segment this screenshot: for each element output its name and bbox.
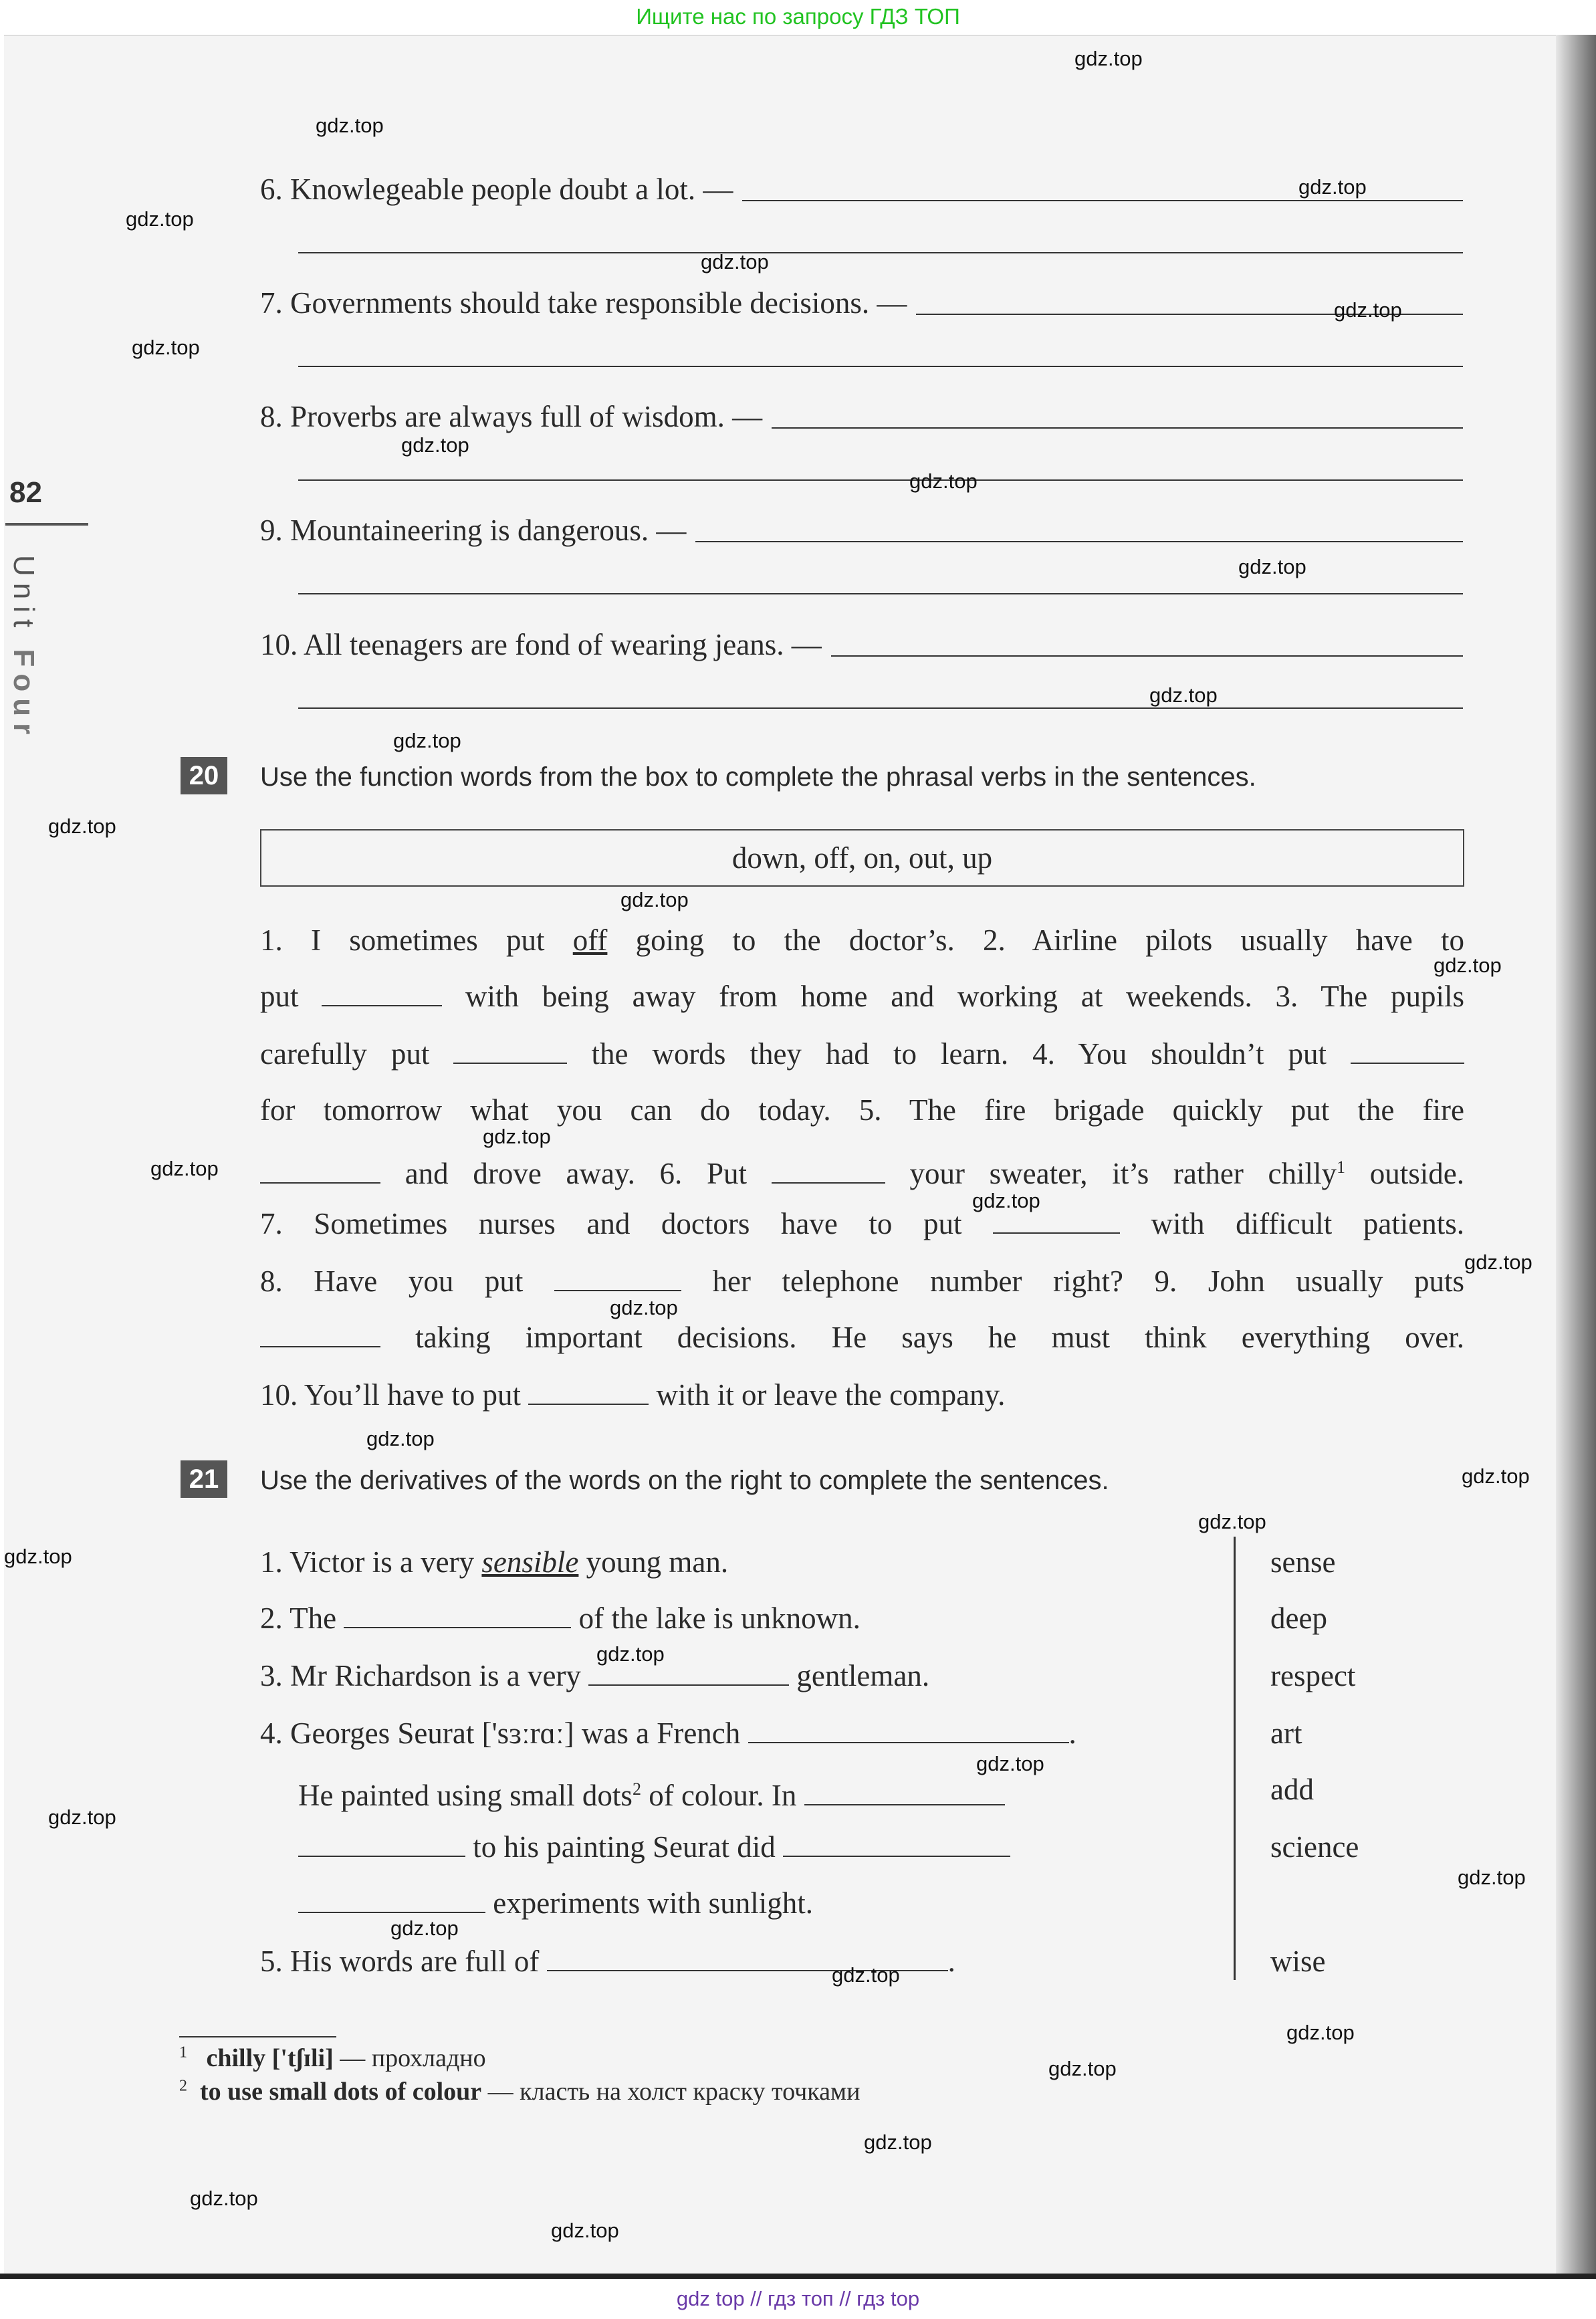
sentence-text: carefully put <box>260 1037 454 1071</box>
ex21-line <box>298 1769 1005 1815</box>
answer-line[interactable] <box>298 707 1463 709</box>
footer-links[interactable]: gdz top // гдз топ // гдз top <box>676 2287 920 2310</box>
watermark: gdz.top <box>1198 1510 1266 1533</box>
ex20-line <box>260 1147 1464 1194</box>
exercise-21-badge: 21 <box>181 1460 227 1498</box>
sentence-text: young man. <box>578 1545 729 1579</box>
watermark: gdz.top <box>864 2130 932 2154</box>
watermark: gdz.top <box>1462 1464 1530 1488</box>
statement-6: 6. Knowlegeable people doubt a lot. — <box>260 173 733 206</box>
sentence-text: 2. The <box>260 1602 344 1635</box>
watermark: gdz.top <box>972 1189 1040 1212</box>
ex21-line <box>260 1542 728 1582</box>
answer-blank[interactable] <box>344 1599 571 1628</box>
base-word: science <box>1270 1830 1359 1864</box>
footnote-marker: 1 <box>179 2044 187 2062</box>
watermark: gdz.top <box>1298 175 1367 199</box>
sentence-text: 1. Victor is a very <box>260 1545 482 1579</box>
ex21-line <box>260 1598 861 1638</box>
answer-blank[interactable] <box>748 1714 1069 1743</box>
sentence-text: 10. You’ll have to put <box>260 1378 529 1412</box>
answer-blank[interactable] <box>772 1154 885 1184</box>
base-word: add <box>1270 1773 1314 1806</box>
statement-8: 8. Proverbs are always full of wisdom. — <box>260 400 763 433</box>
sentence-text: taking important decisions. He says he must think everything over. <box>380 1321 1464 1354</box>
watermark: gdz.top <box>596 1642 665 1666</box>
footnote-ref: 2 <box>632 1779 641 1799</box>
watermark: gdz.top <box>393 729 461 752</box>
sentence-text: with difficult patients. <box>1120 1207 1464 1240</box>
answer-blank[interactable] <box>554 1262 681 1291</box>
answer-blank[interactable] <box>528 1375 649 1405</box>
watermark: gdz.top <box>909 469 978 493</box>
answer-line[interactable] <box>298 593 1463 594</box>
watermark: gdz.top <box>483 1125 551 1148</box>
footnote-translation: — прохладно <box>333 2044 486 2072</box>
base-word: sense <box>1270 1545 1336 1579</box>
watermark: gdz.top <box>316 114 384 137</box>
unit-name: Four <box>7 649 40 742</box>
statement-9: 9. Mountaineering is dangerous. — <box>260 514 687 547</box>
watermark: gdz.top <box>48 1805 116 1829</box>
page-number: 82 <box>9 476 42 509</box>
exercise-20-instruction: Use the function words from the box to complete the phrasal verbs in the sentences. <box>260 762 1256 792</box>
watermark: gdz.top <box>1074 47 1143 70</box>
watermark: gdz.top <box>48 814 116 838</box>
ex20-line <box>260 920 1464 960</box>
ex20-line <box>260 1375 1464 1415</box>
sentence-text: with being away from home and working at weekends. 3. The pupils <box>442 980 1464 1013</box>
sentence-text: experiments with sunlight. <box>485 1886 813 1920</box>
ex20-line <box>260 1317 1464 1357</box>
sentence-text: outside. <box>1345 1157 1464 1190</box>
sentence-text: of colour. In <box>641 1779 804 1812</box>
answer-blank[interactable] <box>1351 1034 1464 1064</box>
answer-blank[interactable] <box>804 1776 1005 1805</box>
base-word: deep <box>1270 1602 1327 1635</box>
word-column-divider <box>1234 1537 1236 1980</box>
word-box: down, off, on, out, up <box>260 829 1464 887</box>
watermark: gdz.top <box>701 250 769 273</box>
ex21-line <box>298 1827 1010 1867</box>
watermark: gdz.top <box>150 1157 219 1180</box>
sentence-text: to his painting Seurat did <box>465 1830 783 1864</box>
answer-blank[interactable] <box>298 1884 485 1913</box>
answer-line[interactable] <box>298 366 1463 367</box>
watermark: gdz.top <box>401 433 469 457</box>
footnote-marker: 2 <box>179 2077 187 2095</box>
sentence-text: . <box>947 1945 955 1978</box>
ex20-line <box>260 1204 1464 1244</box>
answer-line[interactable] <box>831 655 1463 657</box>
watermark: gdz.top <box>1048 2057 1117 2080</box>
sentence-text: of the lake is unknown. <box>571 1602 861 1635</box>
ex20-line <box>260 1090 1464 1130</box>
sentence-text: your sweater, it’s rather chilly <box>885 1157 1337 1190</box>
sentence-text: put <box>260 980 322 1013</box>
answer-line[interactable] <box>772 427 1463 429</box>
example-answer: sensible <box>481 1545 579 1579</box>
statement-10: 10. All teenagers are fond of wearing jeans. — <box>260 628 822 661</box>
sentence-text: 1. I sometimes put <box>260 923 573 957</box>
answer-line[interactable] <box>298 252 1463 253</box>
watermark: gdz.top <box>390 1916 459 1940</box>
sentence-text: going to the doctor’s. 2. Airline pilots usually have to <box>607 923 1464 957</box>
sentence-text: the words they had to learn. 4. You shouldn’t put <box>567 1037 1351 1071</box>
answer-blank[interactable] <box>298 1828 465 1857</box>
footnote-term: chilly ['tʃɪli] <box>206 2044 334 2072</box>
watermark: gdz.top <box>190 2187 258 2210</box>
sentence-text: 5. His words are full of <box>260 1945 547 1978</box>
example-answer: off <box>572 923 608 957</box>
watermark: gdz.top <box>620 888 689 911</box>
watermark: gdz.top <box>1464 1250 1532 1274</box>
watermark: gdz.top <box>1334 298 1402 322</box>
watermark: gdz.top <box>1434 954 1502 977</box>
page-number-divider <box>5 523 88 526</box>
watermark: gdz.top <box>1238 555 1306 578</box>
ex20-line <box>260 976 1464 1016</box>
watermark: gdz.top <box>1149 683 1218 707</box>
watermark: gdz.top <box>551 2219 619 2242</box>
watermark: gdz.top <box>1458 1866 1526 1889</box>
answer-blank[interactable] <box>783 1828 1010 1857</box>
sentence-text: . <box>1068 1717 1076 1750</box>
answer-line[interactable] <box>695 541 1463 542</box>
answer-line[interactable] <box>298 479 1463 481</box>
sentence-text: for tomorrow what you can do today. 5. The fire brigade quickly put the fire <box>260 1093 1464 1127</box>
sentence-text: 3. Mr Richardson is a very <box>260 1659 589 1692</box>
footnote-term: to use small dots of colour <box>200 2078 482 2106</box>
page-bottom-edge <box>0 2274 1596 2279</box>
sentence-text: 4. Georges Seurat ['sɜːrɑː] was a French <box>260 1717 748 1750</box>
base-word: respect <box>1270 1659 1356 1692</box>
sentence-text: He painted using small dots <box>298 1779 633 1812</box>
exercise-21-instruction: Use the derivatives of the words on the right to complete the sentences. <box>260 1466 1109 1495</box>
footnote-divider <box>179 2036 336 2037</box>
watermark: gdz.top <box>4 1545 72 1568</box>
watermark: gdz.top <box>1286 2021 1355 2044</box>
sentence-text: gentleman. <box>789 1659 930 1692</box>
watermark: gdz.top <box>976 1752 1044 1775</box>
page-edge-shadow <box>1556 35 1596 2279</box>
search-banner[interactable]: Ищите нас по запросу ГДЗ ТОП <box>636 4 960 29</box>
sentence-text: 8. Have you put <box>260 1264 554 1298</box>
sentence-text: her telephone number right? 9. John usually puts <box>681 1264 1464 1298</box>
ex20-line <box>260 1034 1464 1074</box>
footnote-ref: 1 <box>1337 1157 1346 1177</box>
unit-word: Unit <box>7 555 40 649</box>
sentence-text: and drove away. 6. Put <box>380 1157 772 1190</box>
footnote-2 <box>179 2077 860 2106</box>
ex21-line <box>260 1656 929 1696</box>
watermark: gdz.top <box>132 336 200 359</box>
answer-line[interactable] <box>742 200 1463 201</box>
watermark: gdz.top <box>366 1427 435 1450</box>
watermark: gdz.top <box>126 207 194 231</box>
answer-blank[interactable] <box>453 1034 567 1064</box>
answer-blank[interactable] <box>260 1318 380 1347</box>
watermark: gdz.top <box>832 1963 900 1987</box>
ex21-line <box>260 1713 1076 1753</box>
base-word: wise <box>1270 1945 1326 1978</box>
ex20-line <box>260 1261 1464 1301</box>
exercise-20-badge: 20 <box>181 757 227 794</box>
ex21-line <box>298 1883 813 1923</box>
answer-blank[interactable] <box>322 977 442 1006</box>
sentence-text: with it or leave the company. <box>649 1378 1006 1412</box>
footnote-1 <box>179 2044 486 2073</box>
statement-7: 7. Governments should take responsible decisions. — <box>260 286 907 320</box>
base-word: art <box>1270 1717 1302 1750</box>
sentence-text: 7. Sometimes nurses and doctors have to put <box>260 1207 993 1240</box>
watermark: gdz.top <box>610 1296 678 1319</box>
answer-blank[interactable] <box>260 1154 380 1184</box>
footnote-translation: — класть на холст краску точками <box>481 2078 861 2106</box>
unit-label <box>7 555 40 741</box>
